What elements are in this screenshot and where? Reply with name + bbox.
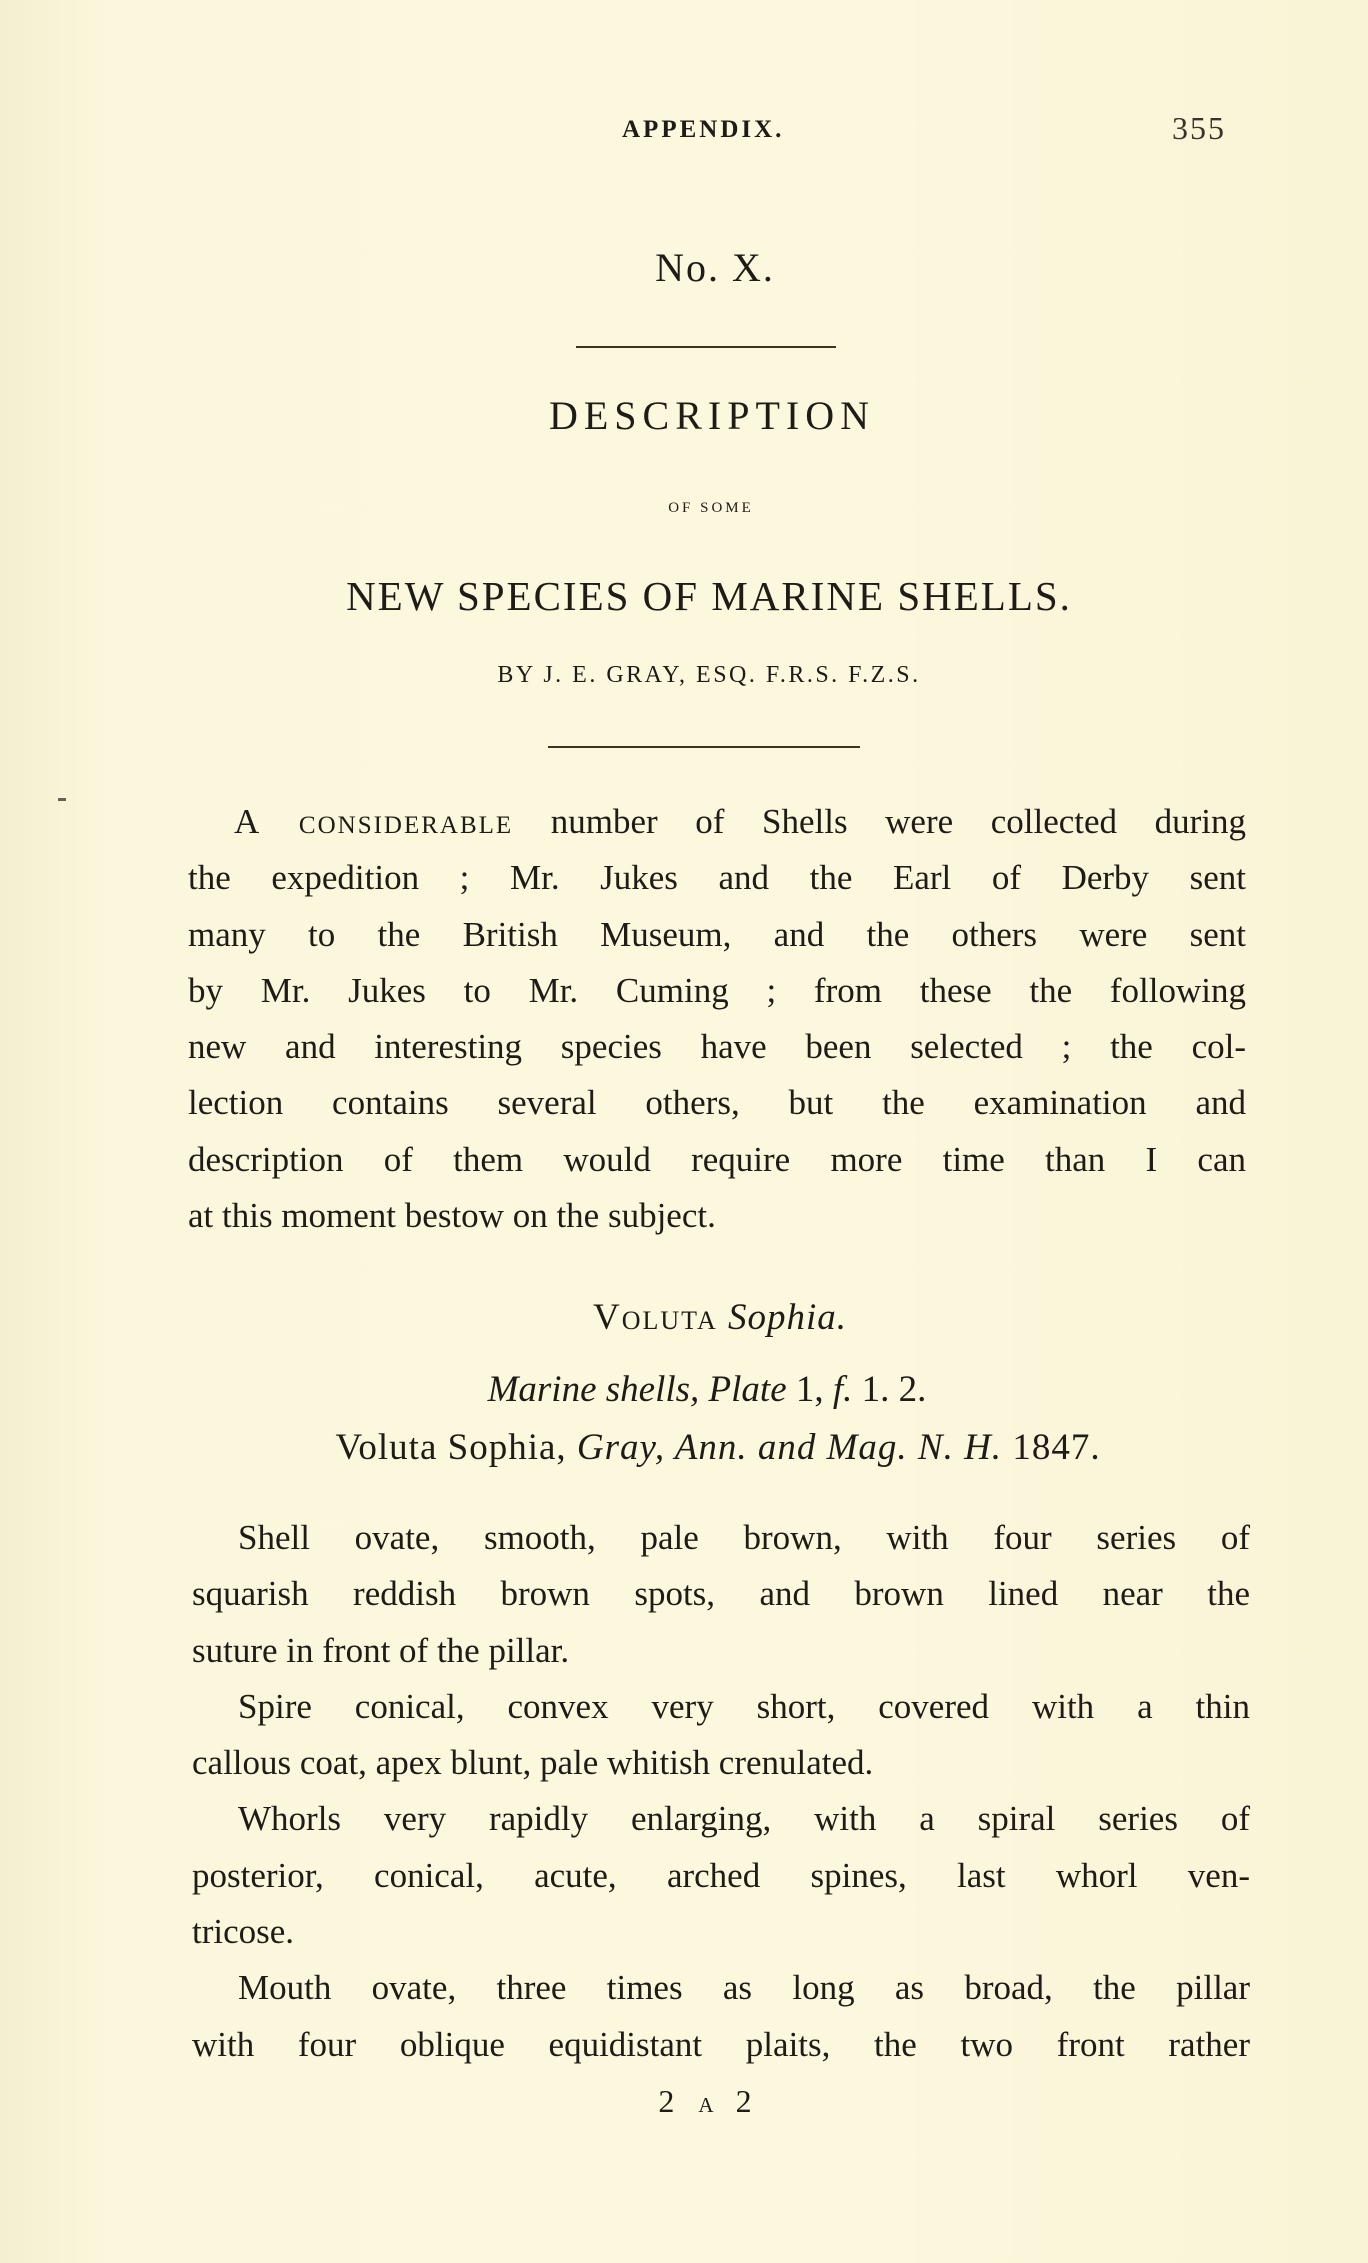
divider-rule xyxy=(576,346,836,348)
page-title: NEW SPECIES OF MARINE SHELLS. xyxy=(346,573,1072,619)
author-byline: BY J. E. GRAY, ESQ. F.R.S. F.Z.S. xyxy=(497,662,921,688)
description-line: with four oblique equidistant plaits, the two front rather xyxy=(192,2024,1250,2064)
genus-name: Voluta xyxy=(592,1297,718,1338)
plate-reference-text: Marine shells, Plate xyxy=(487,1369,787,1410)
printer-signature xyxy=(0,2083,1368,2120)
paragraph-line: many to the British Museum, and the others were sent xyxy=(188,914,1246,954)
figure-numbers: 1. 2. xyxy=(861,1369,927,1410)
paragraph-line: lection contains several others, but the examination and xyxy=(188,1083,1246,1123)
title-line-of-some: OF SOME xyxy=(668,500,754,516)
signature-left: 2 xyxy=(658,2083,683,2119)
synonym-name: Voluta Sophia, xyxy=(335,1427,567,1468)
margin-mark xyxy=(58,798,66,801)
paragraph-line: new and interesting species have been selected ; the col- xyxy=(188,1027,1246,1067)
paragraph-line: the expedition ; Mr. Jukes and the Earl of Derby sent xyxy=(188,858,1246,898)
paragraph-line: A considerable number of Shells were collected during xyxy=(234,802,1246,841)
paragraph-line: by Mr. Jukes to Mr. Cuming ; from these the following xyxy=(188,970,1246,1010)
description-line: posterior, conical, acute, arched spines, last whorl ven- xyxy=(192,1855,1250,1895)
species-description xyxy=(192,1510,1250,2073)
intro-paragraph xyxy=(188,794,1246,1244)
title-line-description: DESCRIPTION xyxy=(548,393,876,438)
plate-reference xyxy=(0,1368,1368,1411)
figure-abbrev: f. xyxy=(832,1369,853,1410)
species-heading xyxy=(0,1296,1368,1339)
page-number: 355 xyxy=(1172,110,1226,146)
description-line: callous coat, apex blunt, pale whitish crenulated. xyxy=(192,1743,874,1783)
description-line: suture in front of the pillar. xyxy=(192,1630,570,1670)
signature-right: 2 xyxy=(735,2083,760,2119)
signature-letter: A xyxy=(698,2093,720,2117)
paragraph-line: description of them would require more time than I can xyxy=(188,1139,1246,1179)
section-number: No. X. xyxy=(655,245,775,290)
divider-rule xyxy=(548,746,860,748)
description-line: Shell ovate, smooth, pale brown, with four series of xyxy=(238,1518,1250,1557)
running-head: APPENDIX. xyxy=(622,116,785,143)
description-line: Mouth ovate, three times as long as broad, the pillar xyxy=(238,1968,1250,2008)
description-line: tricose. xyxy=(192,1912,295,1952)
description-line: Spire conical, convex very short, covered with a thin xyxy=(238,1686,1250,1726)
synonym-citation: Gray, Ann. and Mag. N. H. xyxy=(576,1427,1003,1468)
synonym-year: 1847. xyxy=(1012,1427,1101,1468)
dropcap-words: A considerable xyxy=(234,802,514,841)
description-line: squarish reddish brown spots, and brown lined near the xyxy=(192,1574,1250,1614)
plate-number: 1, xyxy=(795,1369,824,1410)
paragraph-line: at this moment bestow on the subject. xyxy=(188,1196,716,1236)
description-line: Whorls very rapidly enlarging, with a spiral series of xyxy=(238,1799,1250,1839)
species-epithet: Sophia. xyxy=(727,1297,847,1338)
synonym-reference xyxy=(0,1426,1368,1469)
